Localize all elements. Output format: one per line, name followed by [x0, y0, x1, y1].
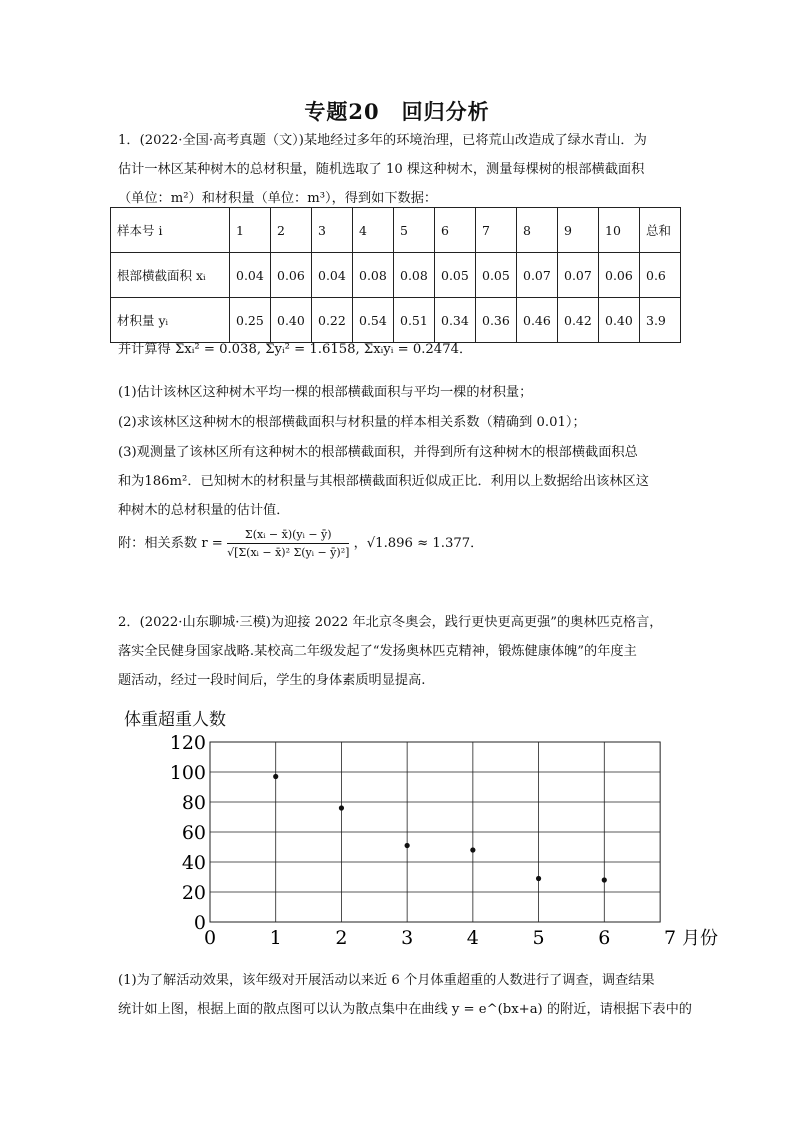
data-point [339, 805, 344, 810]
x-axis-label: 月份 [682, 928, 718, 949]
sub-question-3-line: (3)观测量了该林区所有这种树木的根部横截面积，并得到所有这种树木的根部横截面积总 [118, 445, 638, 460]
formula-numerator: Σ(xᵢ − x̄)(yᵢ − ȳ) [227, 528, 349, 544]
table-header-cell: 6 [435, 208, 476, 253]
y-tick-label: 40 [181, 852, 206, 874]
question-2-part-1 [118, 966, 692, 1024]
table-header-cell: 3 [312, 208, 353, 253]
question-2-intro [118, 608, 678, 695]
table-cell: 0.07 [558, 253, 599, 298]
page-title: 专题20 回归分析 [304, 99, 490, 124]
table-cell: 0.04 [230, 253, 271, 298]
table-cell: 0.34 [435, 298, 476, 343]
table-cell: 0.06 [271, 253, 312, 298]
y-tick-label: 120 [169, 732, 206, 754]
sub-question-3-line: 种树木的总材积量的估计值． [118, 503, 290, 518]
table-cell: 0.05 [435, 253, 476, 298]
table-cell: 0.25 [230, 298, 271, 343]
table-row [111, 298, 681, 343]
x-tick-label: 5 [532, 927, 545, 949]
sub-question-2: (2)求该林区这种树木的根部横截面积与材积量的样本相关系数（精确到 0.01）； [118, 415, 586, 430]
q2-part-1-line: 统计如上图，根据上面的散点图可以认为散点集中在曲线 y = e^(bx+a) 的附近，请根据下表中的 [118, 1002, 692, 1017]
table-header-cell: 1 [230, 208, 271, 253]
table-cell: 0.07 [517, 253, 558, 298]
question-1-intro [118, 126, 678, 213]
formula-denominator: √[Σ(xᵢ − x̄)² Σ(yᵢ − ȳ)²] [227, 546, 350, 559]
table-cell: 0.06 [599, 253, 640, 298]
table-header-row [111, 208, 681, 253]
table-cell: 0.05 [476, 253, 517, 298]
q1-line-1: 1．(2022·全国·高考真题（文）)某地经过多年的环境治理，已将荒山改造成了绿水青山．为 [118, 133, 647, 148]
table-row-label: 材积量 yᵢ [111, 298, 230, 343]
table-header-cell: 10 [599, 208, 640, 253]
q2-part-1-line: (1)为了解活动效果，该年级对开展活动以来近 6 个月体重超重的人数进行了调查，调查结果 [118, 973, 655, 988]
table-cell: 0.36 [476, 298, 517, 343]
x-tick-label: 3 [401, 927, 414, 949]
table-cell: 0.42 [558, 298, 599, 343]
data-point [602, 877, 607, 882]
data-point [273, 774, 278, 779]
sum-statistics: 并计算得 Σxᵢ² = 0.038, Σyᵢ² = 1.6158, Σxᵢyᵢ = 0.2474． [118, 342, 473, 357]
table-row [111, 253, 681, 298]
table-cell: 0.40 [599, 298, 640, 343]
y-tick-label: 20 [181, 882, 206, 904]
formula-prefix: 附：相关系数 r = [118, 536, 223, 551]
table-cell: 3.9 [640, 298, 681, 343]
x-tick-label: 6 [598, 927, 611, 949]
data-table [110, 207, 681, 343]
table-header-cell: 5 [394, 208, 435, 253]
y-tick-label: 60 [181, 822, 206, 844]
y-tick-label: 0 [193, 912, 206, 934]
table-cell: 0.08 [353, 253, 394, 298]
chart-title: 体重超重人数 [124, 710, 226, 730]
sub-question-3-line: 和为186m²．已知树木的材积量与其根部横截面积近似成正比．利用以上数据给出该林区这 [118, 474, 649, 489]
table-header-cell: 样本号 i [111, 208, 230, 253]
table-cell: 0.22 [312, 298, 353, 343]
q2-line-2: 落实全民健身国家战略.某校高二年级发起了“发扬奥林匹克精神，锻炼健康体魄”的年度主 [118, 644, 637, 659]
table-header-cell: 总和 [640, 208, 681, 253]
formula-suffix: ，√1.896 ≈ 1.377． [353, 536, 484, 551]
table-cell: 0.54 [353, 298, 394, 343]
x-tick-label: 1 [269, 927, 282, 949]
table-cell: 0.40 [271, 298, 312, 343]
table-header-cell: 2 [271, 208, 312, 253]
table-header-cell: 7 [476, 208, 517, 253]
formula-fraction [227, 528, 349, 559]
sub-question-1: (1)估计该林区这种树木平均一棵的根部横截面积与平均一棵的材积量； [118, 385, 533, 400]
data-point [536, 876, 541, 881]
table-cell: 0.04 [312, 253, 353, 298]
y-tick-label: 80 [181, 792, 206, 814]
q1-line-2: 估计一林区某种树木的总材积量，随机选取了 10 棵这种树木，测量每棵树的根部横截面积 [118, 162, 645, 177]
table-cell: 0.6 [640, 253, 681, 298]
sub-question-3 [118, 438, 678, 525]
q1-line-3: （单位：m²）和材积量（单位：m³），得到如下数据： [118, 191, 438, 206]
x-tick-label: 4 [466, 927, 479, 949]
table-header-cell: 9 [558, 208, 599, 253]
scatter-chart [110, 700, 718, 950]
q2-line-3: 题活动，经过一段时间后，学生的身体素质明显提高. [118, 673, 426, 688]
x-tick-label: 7 [663, 927, 677, 949]
data-point [470, 847, 475, 852]
x-tick-label: 0 [203, 927, 217, 949]
table-cell: 0.08 [394, 253, 435, 298]
data-point [405, 843, 410, 848]
correlation-formula [118, 528, 483, 559]
table-header-cell: 8 [517, 208, 558, 253]
table-cell: 0.51 [394, 298, 435, 343]
table-row-label: 根部横截面积 xᵢ [111, 253, 230, 298]
table-cell: 0.46 [517, 298, 558, 343]
q2-line-1: 2．(2022·山东聊城·三模)为迎接 2022 年北京冬奥会，践行更快更高更强”的奥林匹克格言， [118, 615, 663, 630]
y-tick-label: 100 [169, 762, 206, 784]
table-header-cell: 4 [353, 208, 394, 253]
x-tick-label: 2 [335, 927, 348, 949]
